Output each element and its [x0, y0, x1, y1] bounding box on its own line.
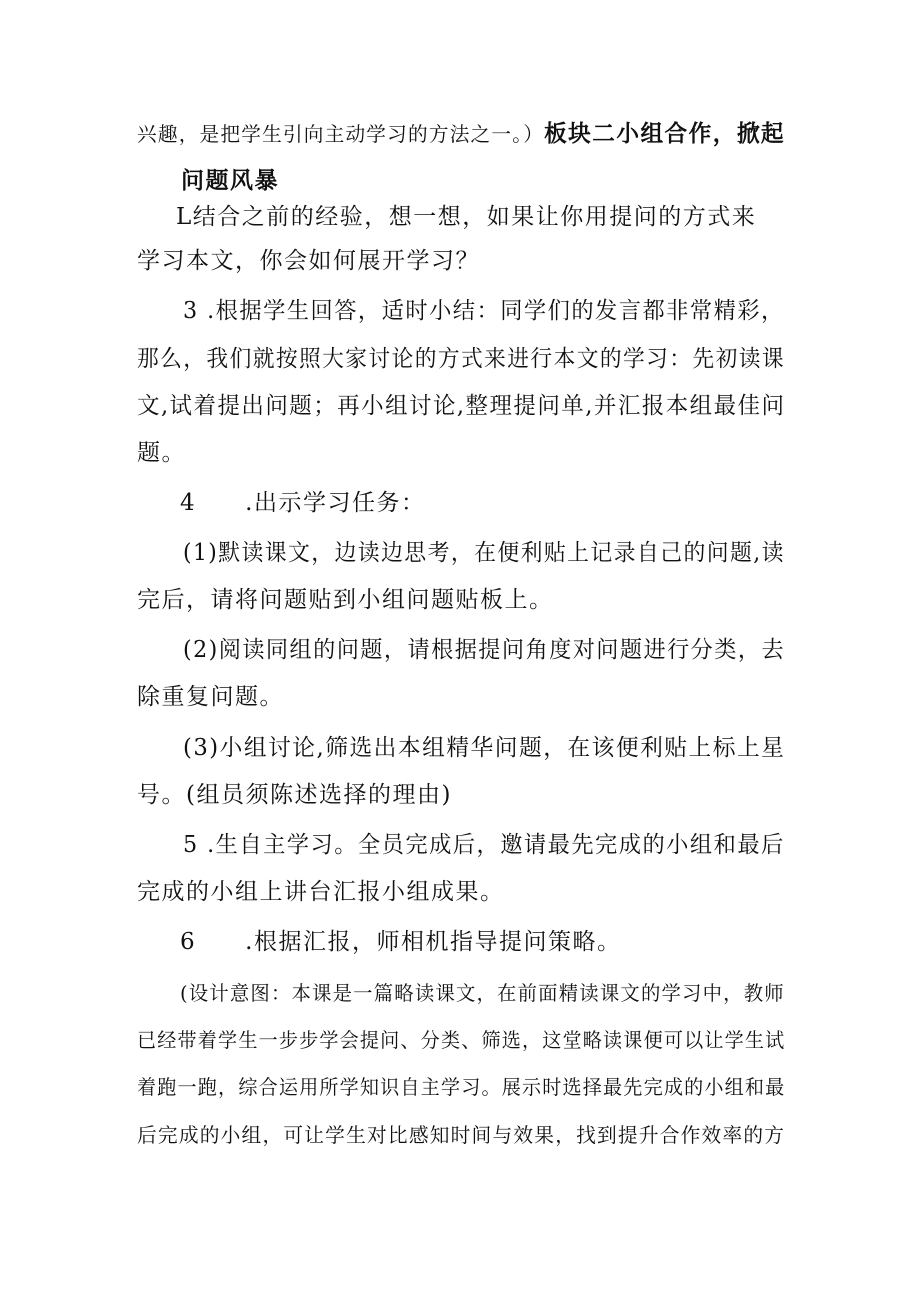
task-1-line-1: (1)默读课文，边读边思考，在便利贴上记录自己的问题,读 [183, 540, 785, 566]
task-2-line-1: (2)阅读同组的问题，请根据提问角度对问题进行分类，去 [183, 637, 786, 663]
task-3-line-2: 号。(组员须陈述选择的理由) [137, 782, 452, 808]
step-3-line-2: 那么，我们就按照大家讨论的方式来进行本文的学习：先初读课 [137, 346, 785, 372]
step-5-line-1: 5 .生自主学习。全员完成后，邀请最先完成的小组和最后 [183, 832, 785, 858]
step-6-line: 6 .根据汇报，师相机指导提问策略。 [180, 929, 622, 955]
section-heading-continued: 问题风暴 [181, 167, 279, 194]
design-intent-line-1: (设计意图：本课是一篇略读课文，在前面精读课文的学习中，教师 [180, 981, 785, 1005]
step-3-line-4: 题。 [137, 440, 186, 466]
step-1-line-2: 学习本文，你会如何展开学习？ [137, 248, 480, 274]
task-2-line-2: 除重复问题。 [137, 684, 284, 710]
section-heading: 板块二小组合作，掀起 [544, 120, 785, 147]
step-1-line-1: L结合之前的经验，想一想，如果让你用提问的方式来 [176, 204, 757, 230]
task-3-line-1: (3)小组讨论,筛选出本组精华问题，在该便利贴上标上星 [183, 735, 786, 761]
task-1-line-2: 完后，请将问题贴到小组问题贴板上。 [137, 587, 554, 613]
step-3-line-3: 文,试着提出问题；再小组讨论,整理提问单,并汇报本组最佳问 [137, 393, 786, 419]
step-3-line-1: 3 .根据学生回答，适时小结：同学们的发言都非常精彩， [183, 298, 785, 324]
design-intent-line-2: 已经带着学生一步步学会提问、分类、筛选，这堂略读课便可以让学生试 [137, 1028, 786, 1052]
step-4-line: 4 .出示学习任务： [180, 490, 426, 516]
design-intent-tail-line [137, 119, 785, 149]
design-intent-line-3: 着跑一跑，综合运用所学知识自主学习。展示时选择最先完成的小组和最 [137, 1075, 786, 1099]
design-intent-tail: 兴趣，是把学生引向主动学习的方法之一。） [137, 122, 545, 146]
design-intent-line-4: 后完成的小组，可让学生对比感知时间与效果，找到提升合作效率的方 [137, 1123, 786, 1147]
step-5-line-2: 完成的小组上讲台汇报小组成果。 [137, 879, 505, 905]
